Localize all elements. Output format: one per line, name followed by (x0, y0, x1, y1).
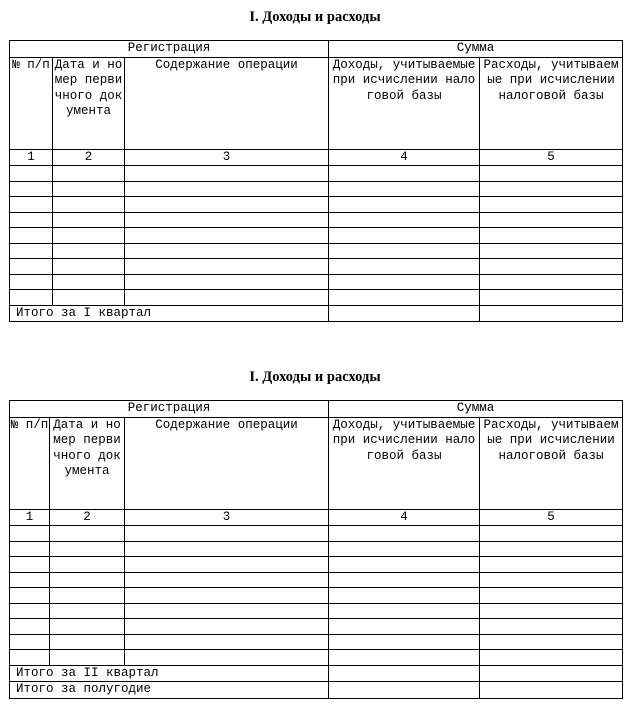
cell-document[interactable] (50, 541, 125, 557)
table-row (10, 557, 623, 573)
cell-content[interactable] (125, 243, 329, 259)
cell-expense[interactable] (480, 197, 623, 213)
cell-content[interactable] (125, 274, 329, 290)
cell-content[interactable] (125, 228, 329, 244)
cell-expense[interactable] (480, 572, 623, 588)
section-1-title: I. Доходы и расходы (249, 9, 381, 25)
col-number-3: 3 (125, 149, 329, 166)
table-row (10, 243, 623, 259)
cell-income[interactable] (329, 228, 480, 244)
cell-document[interactable] (53, 166, 125, 182)
col-number-2: 2 (50, 509, 125, 526)
cell-income[interactable] (329, 650, 480, 666)
cell-document[interactable] (53, 228, 125, 244)
cell-number[interactable] (10, 541, 50, 557)
total-q2-expense[interactable] (480, 665, 623, 682)
cell-document[interactable] (53, 197, 125, 213)
cell-income[interactable] (329, 557, 480, 573)
income-expense-table-q1 (9, 40, 623, 322)
cell-number[interactable] (10, 274, 53, 290)
col-header-expense: Расходы, учитываемые при исчислении налоговой базы (480, 417, 623, 509)
cell-expense[interactable] (480, 634, 623, 650)
cell-number[interactable] (10, 619, 50, 635)
cell-content[interactable] (125, 181, 329, 197)
cell-document[interactable] (53, 243, 125, 259)
table-row (10, 259, 623, 275)
cell-income[interactable] (329, 572, 480, 588)
table-row (10, 541, 623, 557)
col-header-income: Доходы, учитываемые при исчислении налоговой базы (329, 57, 480, 149)
total-q1-expense[interactable] (480, 305, 623, 322)
cell-expense[interactable] (480, 603, 623, 619)
total-half-year-label: Итого за полугодие (10, 682, 329, 699)
table-row (10, 603, 623, 619)
col-number-5: 5 (480, 509, 623, 526)
col-number-2: 2 (53, 149, 125, 166)
cell-content[interactable] (125, 212, 329, 228)
cell-income[interactable] (329, 274, 480, 290)
col-header-document: Дата и номер первичного документа (50, 417, 125, 509)
cell-number[interactable] (10, 557, 50, 573)
cell-number[interactable] (10, 650, 50, 666)
sum-header: Сумма (329, 41, 623, 58)
cell-number[interactable] (10, 526, 50, 542)
section-2-title: I. Доходы и расходы (249, 369, 381, 385)
col-number-1: 1 (10, 149, 53, 166)
cell-document[interactable] (50, 526, 125, 542)
table-row (10, 572, 623, 588)
cell-expense[interactable] (480, 619, 623, 635)
table-row (10, 588, 623, 604)
cell-document[interactable] (50, 634, 125, 650)
cell-number[interactable] (10, 588, 50, 604)
cell-income[interactable] (329, 259, 480, 275)
cell-content[interactable] (125, 588, 329, 604)
table-row (10, 650, 623, 666)
cell-expense[interactable] (480, 274, 623, 290)
cell-expense[interactable] (480, 650, 623, 666)
cell-content[interactable] (125, 572, 329, 588)
entry-rows (10, 526, 623, 666)
total-q2-label: Итого за II квартал (10, 665, 329, 682)
cell-number[interactable] (10, 181, 53, 197)
cell-income[interactable] (329, 166, 480, 182)
cell-number[interactable] (10, 572, 50, 588)
cell-expense[interactable] (480, 166, 623, 182)
cell-document[interactable] (53, 259, 125, 275)
income-expense-table-q2 (9, 400, 623, 699)
cell-content[interactable] (125, 526, 329, 542)
col-header-number: № п/п (10, 57, 53, 149)
cell-income[interactable] (329, 181, 480, 197)
cell-income[interactable] (329, 619, 480, 635)
cell-expense[interactable] (480, 541, 623, 557)
col-header-content: Содержание операции (125, 417, 329, 509)
cell-income[interactable] (329, 243, 480, 259)
col-header-document: Дата и номер первичного документа (53, 57, 125, 149)
col-number-3: 3 (125, 509, 329, 526)
cell-income[interactable] (329, 634, 480, 650)
registration-header: Регистрация (10, 401, 329, 418)
total-half-year-income[interactable] (329, 682, 480, 699)
cell-income[interactable] (329, 588, 480, 604)
cell-income[interactable] (329, 197, 480, 213)
cell-expense[interactable] (480, 243, 623, 259)
cell-content[interactable] (125, 541, 329, 557)
table-row (10, 274, 623, 290)
cell-document[interactable] (50, 619, 125, 635)
table-row (10, 634, 623, 650)
entry-rows (10, 166, 623, 306)
cell-content[interactable] (125, 290, 329, 306)
cell-number[interactable] (10, 212, 53, 228)
cell-content[interactable] (125, 650, 329, 666)
cell-income[interactable] (329, 526, 480, 542)
cell-number[interactable] (10, 634, 50, 650)
cell-document[interactable] (50, 572, 125, 588)
cell-expense[interactable] (480, 228, 623, 244)
col-header-content: Содержание операции (125, 57, 329, 149)
total-q2-income[interactable] (329, 665, 480, 682)
cell-expense[interactable] (480, 557, 623, 573)
col-header-expense: Расходы, учитываемые при исчислении налоговой базы (480, 57, 623, 149)
cell-expense[interactable] (480, 259, 623, 275)
cell-number[interactable] (10, 243, 53, 259)
cell-income[interactable] (329, 603, 480, 619)
cell-content[interactable] (125, 197, 329, 213)
cell-document[interactable] (53, 274, 125, 290)
cell-income[interactable] (329, 212, 480, 228)
cell-document[interactable] (50, 557, 125, 573)
table-row (10, 526, 623, 542)
col-number-5: 5 (480, 149, 623, 166)
cell-content[interactable] (125, 619, 329, 635)
table-row (10, 228, 623, 244)
table-row (10, 619, 623, 635)
cell-expense[interactable] (480, 212, 623, 228)
cell-document[interactable] (50, 603, 125, 619)
cell-document[interactable] (53, 212, 125, 228)
cell-content[interactable] (125, 259, 329, 275)
total-half-year-expense[interactable] (480, 682, 623, 699)
cell-document[interactable] (50, 588, 125, 604)
table-row (10, 181, 623, 197)
table-row (10, 212, 623, 228)
cell-document[interactable] (53, 290, 125, 306)
cell-income[interactable] (329, 290, 480, 306)
cell-content[interactable] (125, 166, 329, 182)
cell-income[interactable] (329, 541, 480, 557)
total-q1-label: Итого за I квартал (10, 305, 329, 322)
col-number-4: 4 (329, 509, 480, 526)
col-header-income: Доходы, учитываемые при исчислении налоговой базы (329, 417, 480, 509)
cell-number[interactable] (10, 166, 53, 182)
table-row (10, 290, 623, 306)
col-header-number: № п/п (10, 417, 50, 509)
cell-content[interactable] (125, 557, 329, 573)
cell-document[interactable] (50, 650, 125, 666)
table-row (10, 166, 623, 182)
cell-number[interactable] (10, 290, 53, 306)
sum-header: Сумма (329, 401, 623, 418)
cell-expense[interactable] (480, 526, 623, 542)
cell-expense[interactable] (480, 588, 623, 604)
col-number-1: 1 (10, 509, 50, 526)
cell-document[interactable] (53, 181, 125, 197)
col-number-4: 4 (329, 149, 480, 166)
cell-number[interactable] (10, 259, 53, 275)
registration-header: Регистрация (10, 41, 329, 58)
cell-content[interactable] (125, 603, 329, 619)
cell-number[interactable] (10, 603, 50, 619)
cell-expense[interactable] (480, 181, 623, 197)
table-row (10, 197, 623, 213)
cell-number[interactable] (10, 197, 53, 213)
cell-number[interactable] (10, 228, 53, 244)
cell-content[interactable] (125, 634, 329, 650)
total-q1-income[interactable] (329, 305, 480, 322)
cell-expense[interactable] (480, 290, 623, 306)
